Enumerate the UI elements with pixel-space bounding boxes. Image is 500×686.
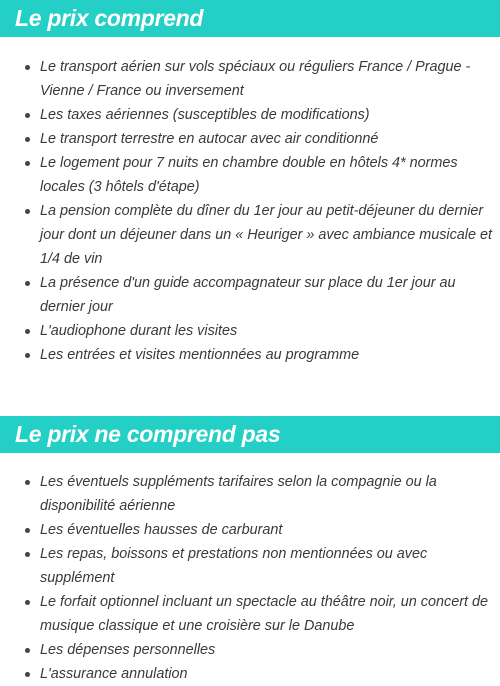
bullet-icon: [25, 137, 30, 142]
list-item-text: Le transport aérien sur vols spéciaux ou réguliers France / Prague - Vienne / France ou inversement: [40, 59, 471, 99]
price-includes-title: Le prix comprend: [15, 5, 204, 31]
list-item-text: Le forfait optionnel incluant un spectacle au théâtre noir, un concert de musique classique et une croisière sur le Danube: [40, 594, 489, 634]
price-excludes-title: Le prix ne comprend pas: [15, 421, 281, 447]
price-includes-list: [0, 37, 500, 367]
bullet-icon: [25, 528, 30, 533]
bullet-icon: [25, 281, 30, 286]
list-item: [0, 590, 500, 638]
bullet-icon: [25, 480, 30, 485]
list-item-text: L'assurance annulation: [40, 666, 188, 682]
list-item-text: La pension complète du dîner du 1er jour au petit-déjeuner du dernier jour dont un déjeuner dans un « Heuriger » avec ambiance musicale et 1/4 de vin: [40, 203, 492, 267]
list-item-text: Les éventuelles hausses de carburant: [40, 522, 283, 538]
bullet-icon: [25, 329, 30, 334]
bullet-icon: [25, 552, 30, 557]
list-item: [0, 343, 500, 367]
list-item-text: Les éventuels suppléments tarifaires selon la compagnie ou la disponibilité aérienne: [40, 474, 437, 514]
bullet-icon: [25, 672, 30, 677]
bullet-icon: [25, 65, 30, 70]
list-item: [0, 518, 500, 542]
list-item-text: Les dépenses personnelles: [40, 642, 216, 658]
price-excludes-list: [0, 453, 500, 686]
list-item: [0, 199, 500, 271]
list-item-text: L'audiophone durant les visites: [40, 323, 238, 339]
list-item: [0, 542, 500, 590]
bullet-icon: [25, 648, 30, 653]
price-excludes-section: [0, 416, 500, 686]
bullet-icon: [25, 161, 30, 166]
list-item: [0, 662, 500, 686]
bullet-icon: [25, 600, 30, 605]
list-item-text: Les taxes aériennes (susceptibles de modifications): [40, 107, 370, 123]
list-item: [0, 470, 500, 518]
list-item: [0, 638, 500, 662]
list-item-text: Les entrées et visites mentionnées au programme: [40, 347, 360, 363]
list-item-text: Le transport terrestre en autocar avec air conditionné: [40, 131, 379, 147]
list-item-text: La présence d'un guide accompagnateur sur place du 1er jour au dernier jour: [40, 275, 456, 315]
bullet-icon: [25, 353, 30, 358]
list-item: [0, 271, 500, 319]
price-excludes-header: [0, 416, 500, 453]
list-item: [0, 151, 500, 199]
list-item: [0, 103, 500, 127]
list-item-text: Le logement pour 7 nuits en chambre double en hôtels 4* normes locales (3 hôtels d'étape): [40, 155, 458, 195]
bullet-icon: [25, 113, 30, 118]
list-item-text: Les repas, boissons et prestations non mentionnées ou avec supplément: [40, 546, 428, 586]
list-item: [0, 55, 500, 103]
list-item: [0, 127, 500, 151]
price-includes-header: [0, 0, 500, 37]
list-item: [0, 319, 500, 343]
bullet-icon: [25, 209, 30, 214]
